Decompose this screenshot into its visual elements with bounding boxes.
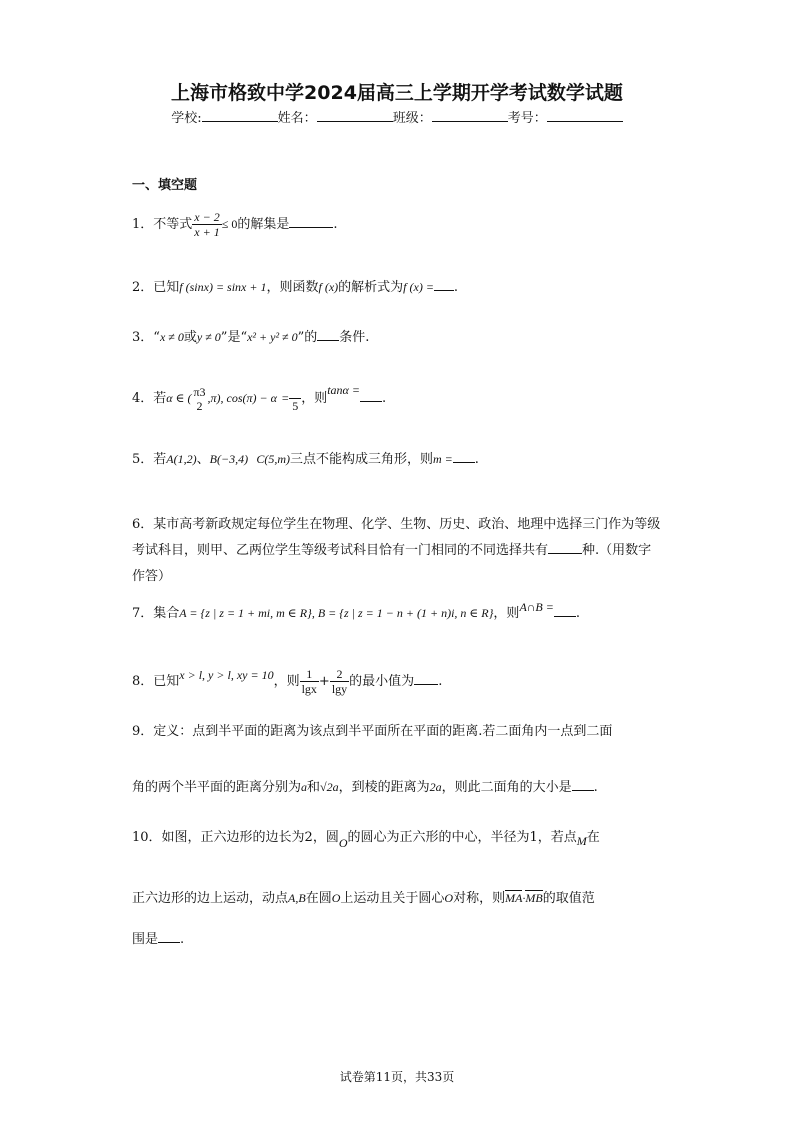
answer-blank xyxy=(158,931,180,943)
q3-expression: x ≠ 0 xyxy=(159,330,184,344)
answer-blank xyxy=(453,451,475,463)
q2-expression-2: f (x) xyxy=(318,280,339,294)
answer-blank xyxy=(554,605,576,617)
question-8 xyxy=(132,665,442,696)
question-6 xyxy=(132,512,662,590)
q3-text-3: ”是“ xyxy=(220,330,248,345)
q2-end: . xyxy=(453,280,459,295)
q7-text: 集合 xyxy=(153,606,180,621)
page-footer: 试卷第11页，共33页 xyxy=(339,1070,455,1084)
q8-fraction-1 xyxy=(300,667,319,696)
id-label: 考号： xyxy=(507,111,547,126)
answer-blank xyxy=(289,216,333,228)
fraction-numerator xyxy=(289,384,301,399)
question-5 xyxy=(132,449,479,470)
q9-sqrt: √2a xyxy=(320,780,339,794)
class-blank xyxy=(432,109,508,122)
q10-text-2: 的圆心为正六形的中心，半径为1，若点 xyxy=(347,830,577,845)
q9-text: 角的两个半平面的距离分别为 xyxy=(132,780,302,795)
question-3 xyxy=(132,327,369,348)
question-2 xyxy=(132,277,458,298)
question-number: 4． xyxy=(132,391,154,406)
q5-separator: 、 xyxy=(196,452,210,467)
q4-text-mid: ，则 xyxy=(301,391,328,406)
circle-o-2: O xyxy=(331,891,341,905)
q10-text: 10．如图，正六边形的边长为2，圆 xyxy=(132,830,339,845)
point-c: C(5,m) xyxy=(256,452,290,466)
q5-end: . xyxy=(474,452,479,467)
q4-text: 若 xyxy=(153,391,167,406)
id-blank xyxy=(547,109,623,122)
fraction-denominator: lgy xyxy=(331,682,348,696)
answer-blank xyxy=(317,329,339,341)
q9-end: . xyxy=(593,780,598,795)
q4-expression: α ∈ ( xyxy=(166,391,192,405)
fraction-denominator: 2 xyxy=(196,398,203,413)
q3-text-5: 条件. xyxy=(339,330,370,345)
q10-text-4: 正六边形的边上运动，动点 xyxy=(132,891,289,906)
question-1 xyxy=(132,210,337,239)
question-number: 8． xyxy=(132,674,154,689)
fraction-numerator: 1 xyxy=(300,667,319,682)
q3-expression-3: x² + y² ≠ 0 xyxy=(247,330,298,344)
q4-fraction xyxy=(191,385,207,413)
question-number: 1． xyxy=(132,217,154,232)
q10-text-9: 围是 xyxy=(132,932,159,947)
question-number: 5． xyxy=(132,452,154,467)
q4-end: . xyxy=(381,391,387,406)
q5-text: 若 xyxy=(153,452,167,467)
q6-text-post: 种.（用数字作答） xyxy=(132,543,652,584)
q10-text-8: 的取值范 xyxy=(542,891,595,906)
q1-relation: ≤ 0 xyxy=(221,217,238,231)
fraction-denominator: 5 xyxy=(292,399,299,413)
q10-text-6: 上运动且关于圆心 xyxy=(340,891,445,906)
q1-text-post: 的解集是 xyxy=(237,217,290,232)
q2-expression: f (sinx) = sinx + 1 xyxy=(179,280,267,294)
q8-fraction-2 xyxy=(330,667,349,696)
q9-var-a: a xyxy=(301,780,308,794)
fraction-denominator: x + 1 xyxy=(194,225,220,239)
answer-blank xyxy=(434,279,454,291)
q8-plus: + xyxy=(318,674,330,689)
point-m: M xyxy=(576,834,587,848)
q3-text-4: ”的 xyxy=(297,330,318,345)
q8-end: . xyxy=(438,674,443,689)
question-10-line-2 xyxy=(132,888,595,909)
vector-mb: MB xyxy=(525,891,543,905)
q4-fraction-2 xyxy=(289,384,301,413)
fraction-denominator: lgx xyxy=(301,682,317,696)
q9-text-2: ，到棱的距离为 xyxy=(338,780,430,795)
question-7 xyxy=(132,597,580,624)
name-label: 姓名： xyxy=(277,111,317,126)
vector-ma: MA xyxy=(505,891,523,905)
student-info-line xyxy=(0,107,794,126)
q3-text-2: 或 xyxy=(183,330,197,345)
q10-end: . xyxy=(180,932,185,947)
q2-text-post: 的解析式为 xyxy=(338,280,404,295)
q8-text-post: 的最小值为 xyxy=(349,674,415,689)
q7-text-mid: ，则 xyxy=(493,606,520,621)
question-number: 3． xyxy=(132,330,154,345)
q9-var-2a: 2a xyxy=(429,780,442,794)
q5-text-mid: 三点不能构成三角形，则 xyxy=(290,452,434,467)
q7-expression-2: A∩B = xyxy=(519,600,554,614)
question-10-line-3 xyxy=(132,930,184,950)
section-title: 一、填空题 xyxy=(132,178,198,193)
answer-blank xyxy=(572,779,594,791)
circle-o: O xyxy=(338,836,348,850)
school-blank xyxy=(202,109,278,122)
points-ab: A,B xyxy=(288,891,306,905)
question-9-line-2 xyxy=(132,777,598,798)
point-b: B(−3,4) xyxy=(209,452,249,466)
point-a: A(1,2) xyxy=(166,452,197,466)
q1-fraction xyxy=(192,210,221,239)
dot-operator: · xyxy=(522,891,526,905)
question-4 xyxy=(132,380,386,413)
name-blank xyxy=(317,109,393,122)
class-label: 班级： xyxy=(392,111,432,126)
q4-expression-3: = xyxy=(281,391,290,405)
fraction-numerator: π3 xyxy=(193,384,206,399)
q2-text: 已知 xyxy=(153,280,180,295)
q4-expression-4: tanα = xyxy=(327,383,360,397)
answer-blank xyxy=(360,390,382,402)
q5-expression: m = xyxy=(433,452,453,466)
question-9-line-1: 9．定义：点到半平面的距离为该点到半平面所在平面的距离.若二面角内一点到二面 xyxy=(132,724,613,739)
q2-expression-3: f (x) = xyxy=(403,280,434,294)
q2-text-mid: ，则函数 xyxy=(266,280,319,295)
fraction-numerator: 2 xyxy=(330,667,349,682)
q9-text-3: ，则此二面角的大小是 xyxy=(441,780,572,795)
q10-text-7: 对称，则 xyxy=(453,891,506,906)
q3-text: “ xyxy=(153,330,160,345)
q8-text-mid: ，则 xyxy=(273,674,300,689)
q3-expression-2: y ≠ 0 xyxy=(196,330,221,344)
page-title: 上海市格致中学2024届高三上学期开学考试数学试题 xyxy=(171,82,623,104)
school-label: 学校: xyxy=(171,111,202,126)
question-10-line-1 xyxy=(132,828,600,853)
answer-blank xyxy=(548,542,582,554)
q8-expression: x > l, y > l, xy = 10 xyxy=(179,668,274,682)
q8-text: 已知 xyxy=(153,674,180,689)
fraction-numerator: x − 2 xyxy=(194,210,220,224)
q10-text-5: 在圆 xyxy=(305,891,332,906)
q6-text: 6．某市高考新政规定每位学生在物理、化学、生物、历史、政治、地理中选择三门作为等级考试科目，则甲、乙两位学生等级考试科目恰有一门相同的不同选择共有 xyxy=(132,517,661,558)
q9-and: 和 xyxy=(307,780,321,795)
q10-text-3: 在 xyxy=(586,830,600,845)
answer-blank xyxy=(414,673,438,685)
q7-end: . xyxy=(575,606,581,621)
question-number: 7． xyxy=(132,606,154,621)
circle-o-3: O xyxy=(444,891,454,905)
q1-end: . xyxy=(333,217,338,232)
q4-expression-2: ,π), cos(π) − α xyxy=(207,391,277,405)
question-number: 2． xyxy=(132,280,154,295)
q1-text: 不等式 xyxy=(153,217,193,232)
q7-expression: A = {z | z = 1 + mi, m ∈ R}, B = {z | z = 1 − n + (1 + n)i, n ∈ R} xyxy=(179,606,494,620)
